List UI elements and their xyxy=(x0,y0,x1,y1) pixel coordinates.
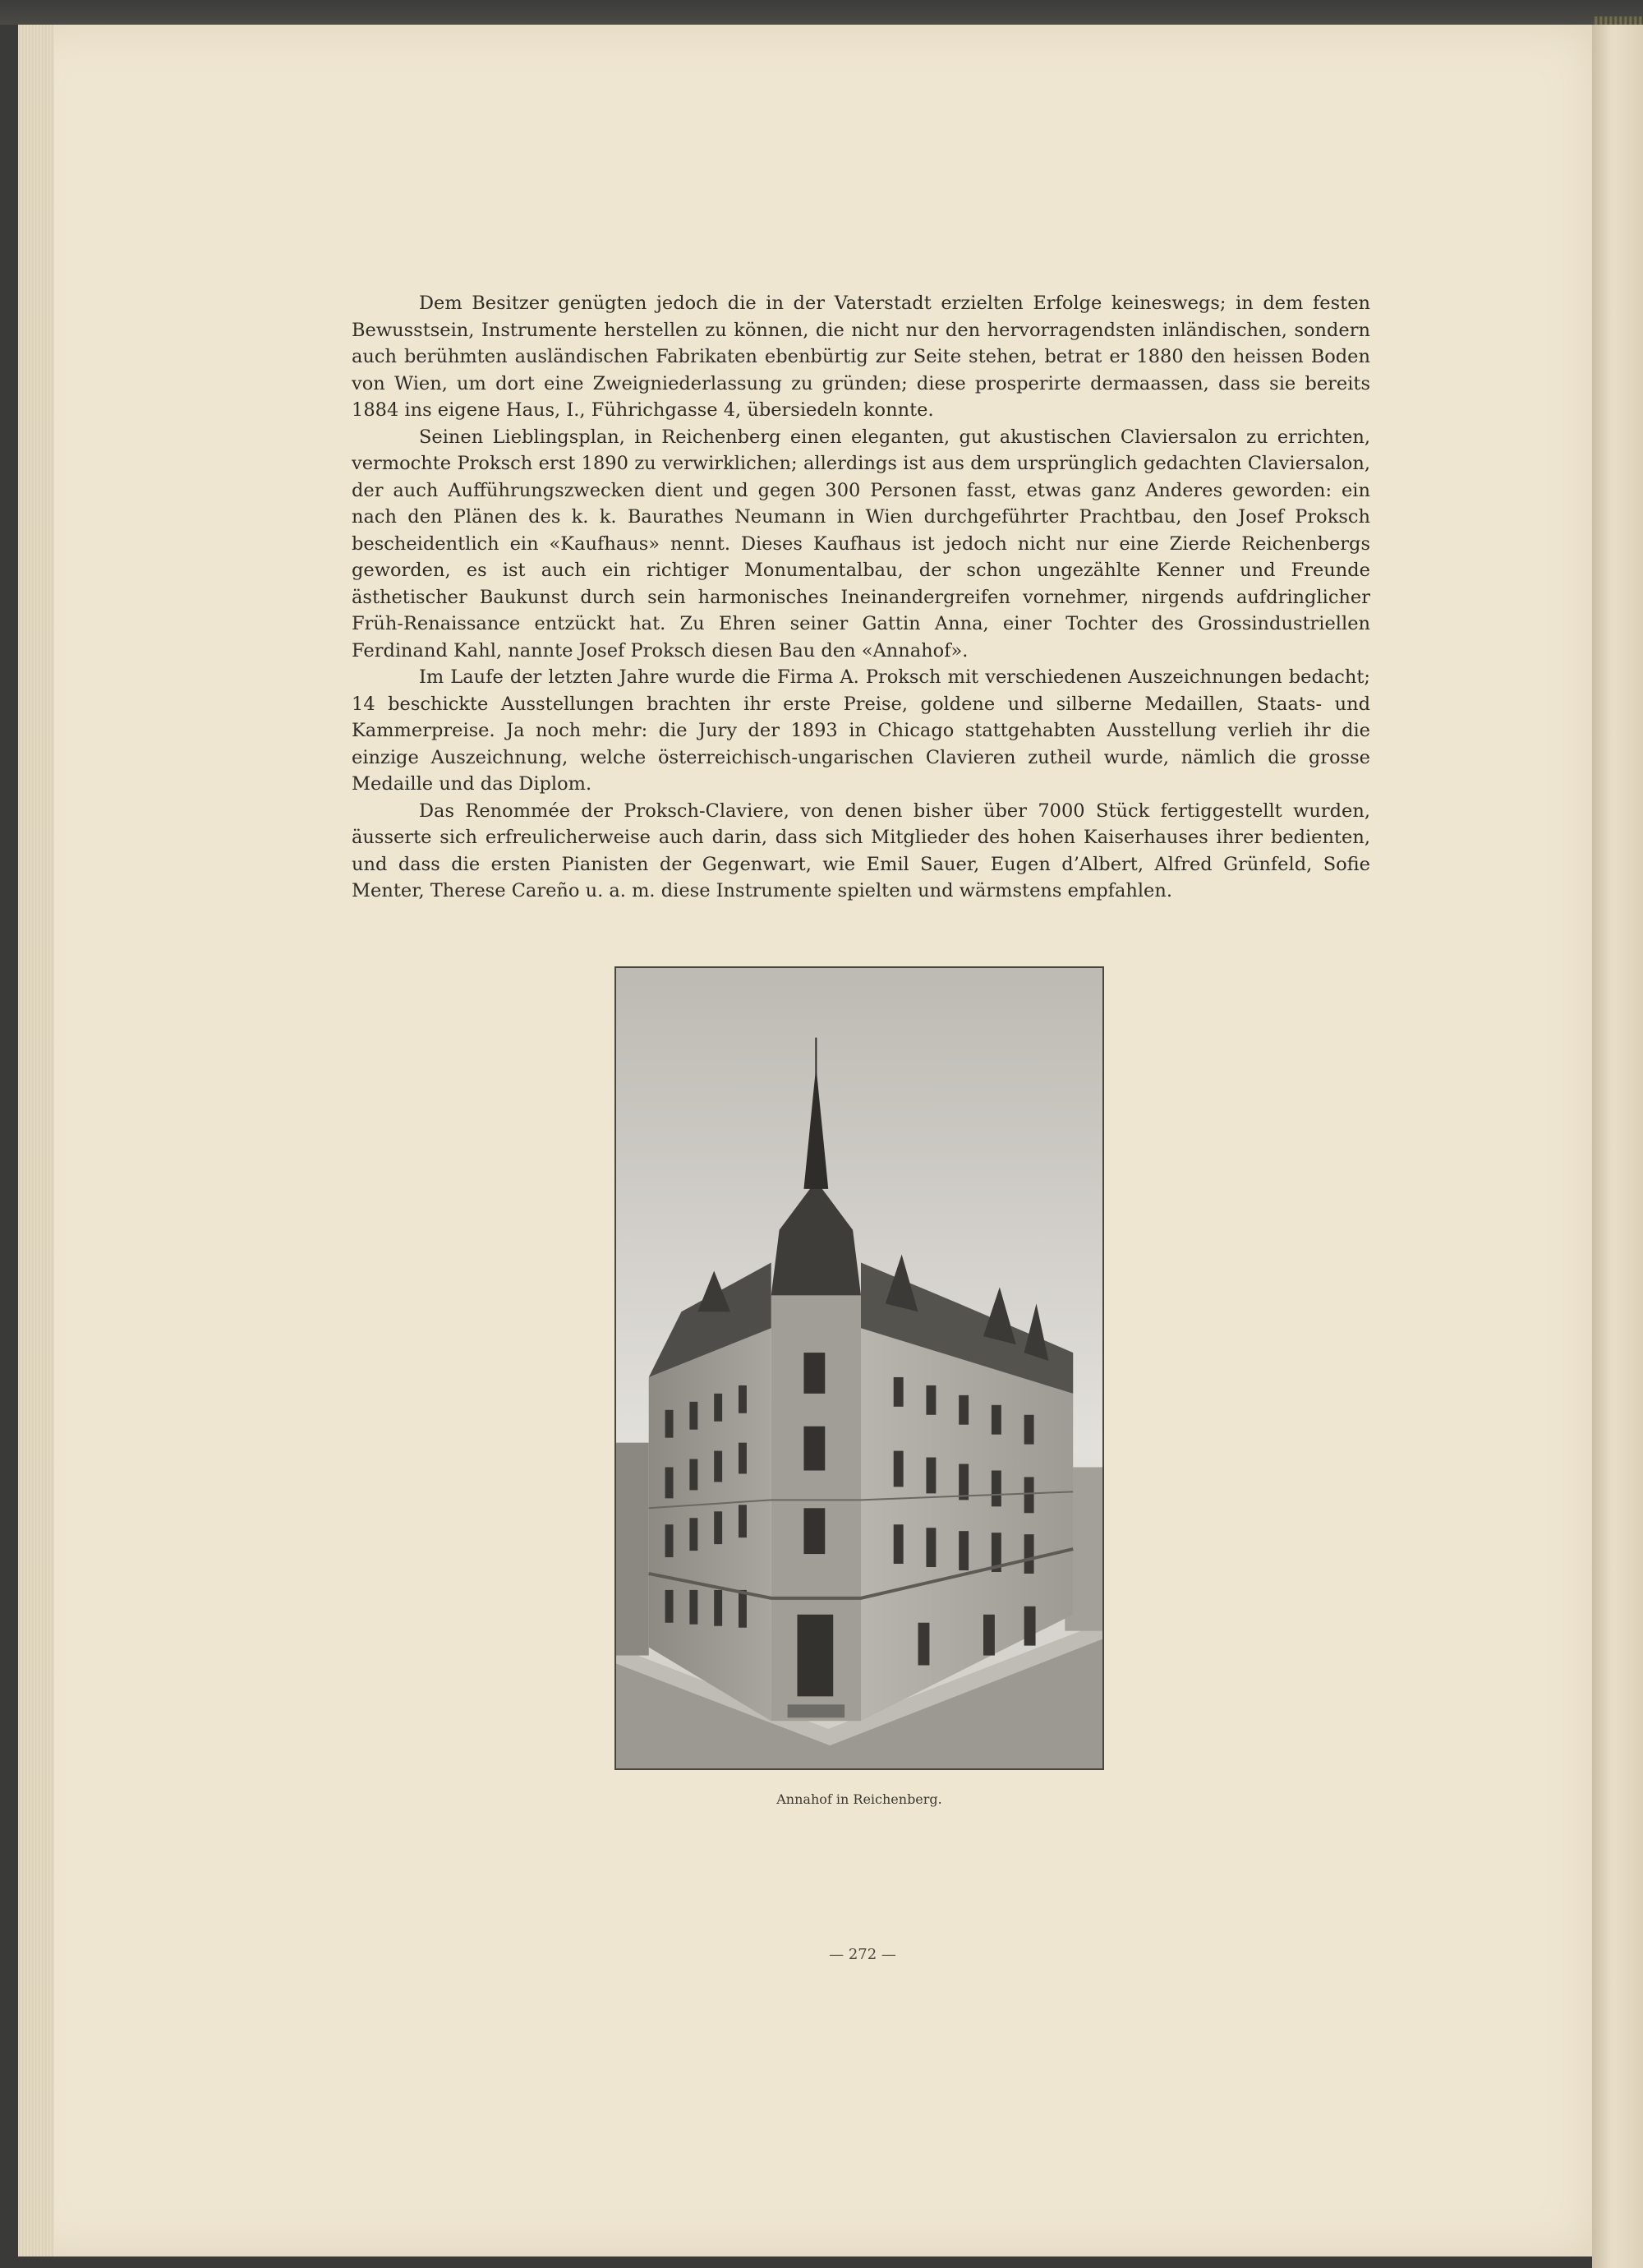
facing-page-edge xyxy=(1592,25,1643,2268)
scan-background xyxy=(0,0,1643,25)
annahof-building-illustration xyxy=(616,968,1102,1768)
figure-caption: Annahof in Reichenberg. xyxy=(776,1791,942,1807)
body-text xyxy=(352,290,1370,905)
paragraph-4: Das Renommée der Proksch-Claviere, von denen bisher über 7000 Stück fertiggestellt wurden, äusserte sich erfreulicherweise auch darin, dass sich Mitglieder des hohen Kaiserhauses ihrer bedienten, und dass die ersten Pianisten der Gegenwart, wie Emil Sauer, Eugen d’Albert, Alfred Grünfeld, Sofie Menter, Therese Careño u. a. m. diese Instrumente spielten und wärmstens empfahlen. xyxy=(352,800,1370,901)
paragraph-2: Seinen Lieblingsplan, in Reichenberg einen eleganten, gut akustischen Claviersalon zu errichten, vermochte Proksch erst 1890 zu verwirklichen; allerdings ist aus dem ursprünglich gedachten Claviersalon, der auch Aufführungszwecken dient und gegen 300 Personen fasst, etwas ganz Anderes geworden: ein nach den Plänen des k. k. Baurathes Neumann in Wien durchgeführter Prachtbau, den Josef Proksch bescheidentlich ein «Kaufhaus» nennt. Dieses Kaufhaus ist jedoch nicht nur eine Zierde Reichenbergs geworden, es ist auch ein richtiger Monumentalbau, der schon ungezählte Kenner und Freunde ästhetischer Baukunst durch sein harmonisches Ineinandergreifen vornehmer, nirgends aufdringlicher Früh-Renaissance entzückt hat. Zu Ehren seiner Gattin Anna, einer Tochter des Grossindustriellen Ferdinand Kahl, nannte Josef Proksch diesen Bau den «Annahof». xyxy=(352,426,1370,662)
paragraph-3: Im Laufe der letzten Jahre wurde die Firma A. Proksch mit verschiedenen Auszeichnungen bedacht; 14 beschickte Ausstellungen brachten ihr erste Preise, goldene und silberne Medaillen, Staats- und Kammerpreise. Ja noch mehr: die Jury der 1893 in Chicago stattgehabten Ausstellung verlieh ihr die einzige Auszeichnung, welche österreichisch-ungarischen Clavieren zutheil wurde, nämlich die grosse Medaille und das Diplom. xyxy=(352,666,1370,795)
paragraph-1: Dem Besitzer genügten jedoch die in der Vaterstadt erzielten Erfolge keineswegs; in dem festen Bewusstsein, Instrumente herstellen zu können, die nicht nur den hervorragendsten inländischen, sondern auch berühmten ausländischen Fabrikaten ebenbürtig zur Seite stehen, betrat er 1880 den heissen Boden von Wien, um dort eine Zweigniederlassung zu gründen; diese prosperirte dermaassen, dass sie bereits 1884 ins eigene Haus, I., Führichgasse 4, übersiedeln konnte. xyxy=(352,293,1370,421)
page-number: — 272 — xyxy=(829,1946,896,1963)
building-photograph xyxy=(614,966,1104,1770)
page-stack-edge xyxy=(18,25,54,2256)
